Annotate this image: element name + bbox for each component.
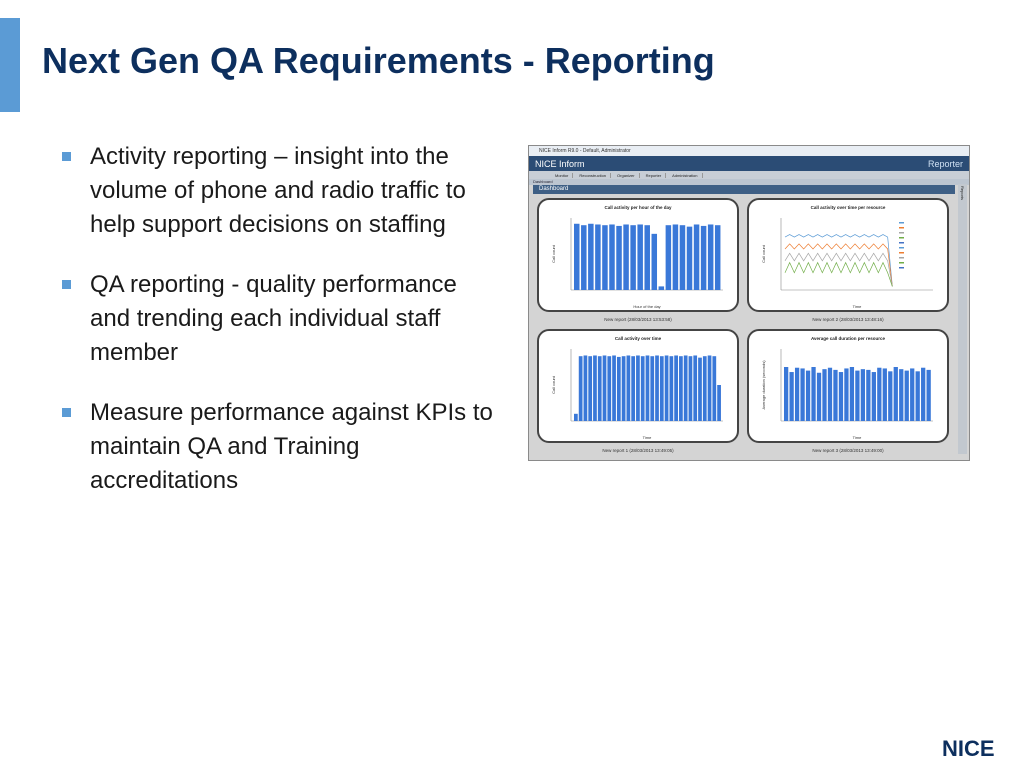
logo-text: NICE <box>942 736 995 760</box>
bar <box>630 225 635 290</box>
chart-1 <box>539 200 739 312</box>
series-line <box>785 244 892 286</box>
report-caption[interactable]: New report 2 (28/03/2013 13:48:16) <box>812 317 884 322</box>
y-axis-label: Average duration (seconds) <box>761 360 766 410</box>
bar <box>883 368 887 421</box>
bar <box>617 357 621 421</box>
bar <box>612 355 616 421</box>
breadcrumb: Dashboard <box>529 179 969 185</box>
bar <box>602 225 607 290</box>
reports-side-tab[interactable]: Reports <box>958 184 967 454</box>
bar <box>708 224 713 290</box>
bar <box>687 227 692 290</box>
bar <box>588 356 592 421</box>
chart-title: Call activity over time per resource <box>810 205 886 210</box>
bar <box>698 358 702 421</box>
nav-administration[interactable]: Administration <box>668 173 702 178</box>
bar <box>715 225 720 290</box>
bar <box>666 225 671 290</box>
report-caption[interactable]: New report (28/03/2013 13:53:58) <box>604 317 672 322</box>
bar <box>839 372 843 421</box>
series-line <box>785 235 892 287</box>
bar <box>588 224 593 290</box>
legend-swatch <box>899 222 904 224</box>
bar <box>694 224 699 290</box>
bar <box>844 368 848 421</box>
bar <box>636 355 640 421</box>
app-window-title: NICE Inform R9.0 - Default, Administrator <box>529 146 969 156</box>
bar <box>644 225 649 290</box>
bullet-square-icon <box>62 280 71 289</box>
bar <box>703 356 707 421</box>
dashboard-header: Dashboard <box>533 185 955 194</box>
bar <box>637 224 642 290</box>
bar <box>888 371 892 421</box>
nav-monitor[interactable]: Monitor <box>551 173 573 178</box>
legend-swatch <box>899 227 904 229</box>
bar <box>811 367 815 421</box>
report-caption[interactable]: New report 3 (28/03/2013 13:49:00) <box>812 448 884 453</box>
accent-bar <box>0 18 20 112</box>
bar <box>693 355 697 421</box>
bar <box>665 355 669 421</box>
x-axis-label: Time <box>642 435 652 440</box>
chart-panel-1 <box>537 198 739 312</box>
bar <box>581 225 586 290</box>
app-nav <box>529 171 969 179</box>
bar <box>822 369 826 421</box>
bar <box>623 224 628 290</box>
bar <box>674 355 678 421</box>
legend-swatch <box>899 247 904 249</box>
bar <box>855 371 859 421</box>
bar <box>680 225 685 290</box>
bar <box>652 234 657 290</box>
bar <box>784 367 788 421</box>
series-line <box>785 253 892 286</box>
bar <box>866 370 870 421</box>
bar <box>712 356 716 421</box>
app-screenshot <box>528 145 970 461</box>
bullet-item: Measure performance against KPIs to maintain QA and Training accreditations <box>60 396 500 498</box>
chart-title: Call activity over time <box>614 336 662 341</box>
bullet-item: Activity reporting – insight into the volume of phone and radio traffic to help support decisions on staffing <box>60 140 500 242</box>
bullet-square-icon <box>62 152 71 161</box>
bar <box>574 224 579 290</box>
chart-title: Average call duration per resource <box>810 336 886 341</box>
bar <box>877 368 881 421</box>
bar <box>609 224 614 290</box>
app-brand: NICE Inform <box>535 158 585 169</box>
bar <box>669 356 673 421</box>
bar <box>593 355 597 421</box>
bar <box>631 356 635 421</box>
bar <box>850 367 854 421</box>
bar <box>641 356 645 421</box>
legend-swatch <box>899 262 904 264</box>
bar <box>921 368 925 421</box>
bar <box>800 368 804 421</box>
x-axis-label: Hour of the day <box>633 304 661 309</box>
bar <box>894 367 898 421</box>
y-axis-label: Call count <box>761 245 766 263</box>
legend-swatch <box>899 237 904 239</box>
bar <box>584 355 588 421</box>
nav-organizer[interactable]: Organizer <box>613 173 640 178</box>
bar <box>684 355 688 421</box>
chart-panel-2 <box>747 198 949 312</box>
bar <box>655 355 659 421</box>
app-module: Reporter <box>927 158 963 169</box>
chart-4 <box>749 331 949 443</box>
bar <box>861 369 865 421</box>
bar <box>817 373 821 421</box>
chart-panel-4 <box>747 329 949 443</box>
bar <box>689 356 693 421</box>
y-axis-label: Call count <box>551 245 556 263</box>
bar <box>910 368 914 421</box>
bar <box>616 226 621 290</box>
slide-title: Next Gen QA Requirements - Reporting <box>42 40 715 81</box>
bar <box>679 356 683 421</box>
bar <box>622 356 626 421</box>
bar <box>708 355 712 421</box>
legend-swatch <box>899 242 904 244</box>
bullet-square-icon <box>62 408 71 417</box>
legend-swatch <box>899 252 904 254</box>
bullet-item: QA reporting - quality performance and trending each individual staff member <box>60 268 500 370</box>
bar <box>872 372 876 421</box>
bar <box>789 372 793 421</box>
bar <box>603 355 607 421</box>
bar <box>701 226 706 290</box>
x-axis-label: Time <box>852 435 862 440</box>
bar <box>927 370 931 421</box>
chart-title: Call activity per hour of the day <box>604 205 672 210</box>
bar <box>828 368 832 421</box>
bar <box>579 356 583 421</box>
bar <box>574 414 578 421</box>
bar <box>673 224 678 290</box>
legend-swatch <box>899 267 904 269</box>
bar <box>916 371 920 421</box>
y-axis-label: Call count <box>551 376 556 394</box>
chart-panel-3 <box>537 329 739 443</box>
bullet-list <box>60 140 500 524</box>
bar <box>905 371 909 421</box>
bar <box>899 369 903 421</box>
bar <box>659 286 664 290</box>
series-line <box>785 263 892 287</box>
nav-reporter[interactable]: Reporter <box>642 173 667 178</box>
bar <box>795 368 799 421</box>
bar <box>607 356 611 421</box>
report-caption[interactable]: New report 1 (28/03/2013 13:49:05) <box>602 448 674 453</box>
app-header <box>529 156 969 171</box>
bar <box>660 356 664 421</box>
legend-swatch <box>899 257 904 259</box>
x-axis-label: Time <box>852 304 862 309</box>
bar <box>595 224 600 290</box>
nice-logo <box>942 736 1010 760</box>
chart-2 <box>749 200 949 312</box>
bar <box>627 355 631 421</box>
bar <box>598 356 602 421</box>
bar <box>833 370 837 421</box>
bar <box>717 385 721 421</box>
chart-3 <box>539 331 739 443</box>
bar <box>646 355 650 421</box>
bar <box>806 371 810 421</box>
nav-reconstruction[interactable]: Reconstruction <box>575 173 611 178</box>
bar <box>650 356 654 421</box>
legend-swatch <box>899 232 904 234</box>
